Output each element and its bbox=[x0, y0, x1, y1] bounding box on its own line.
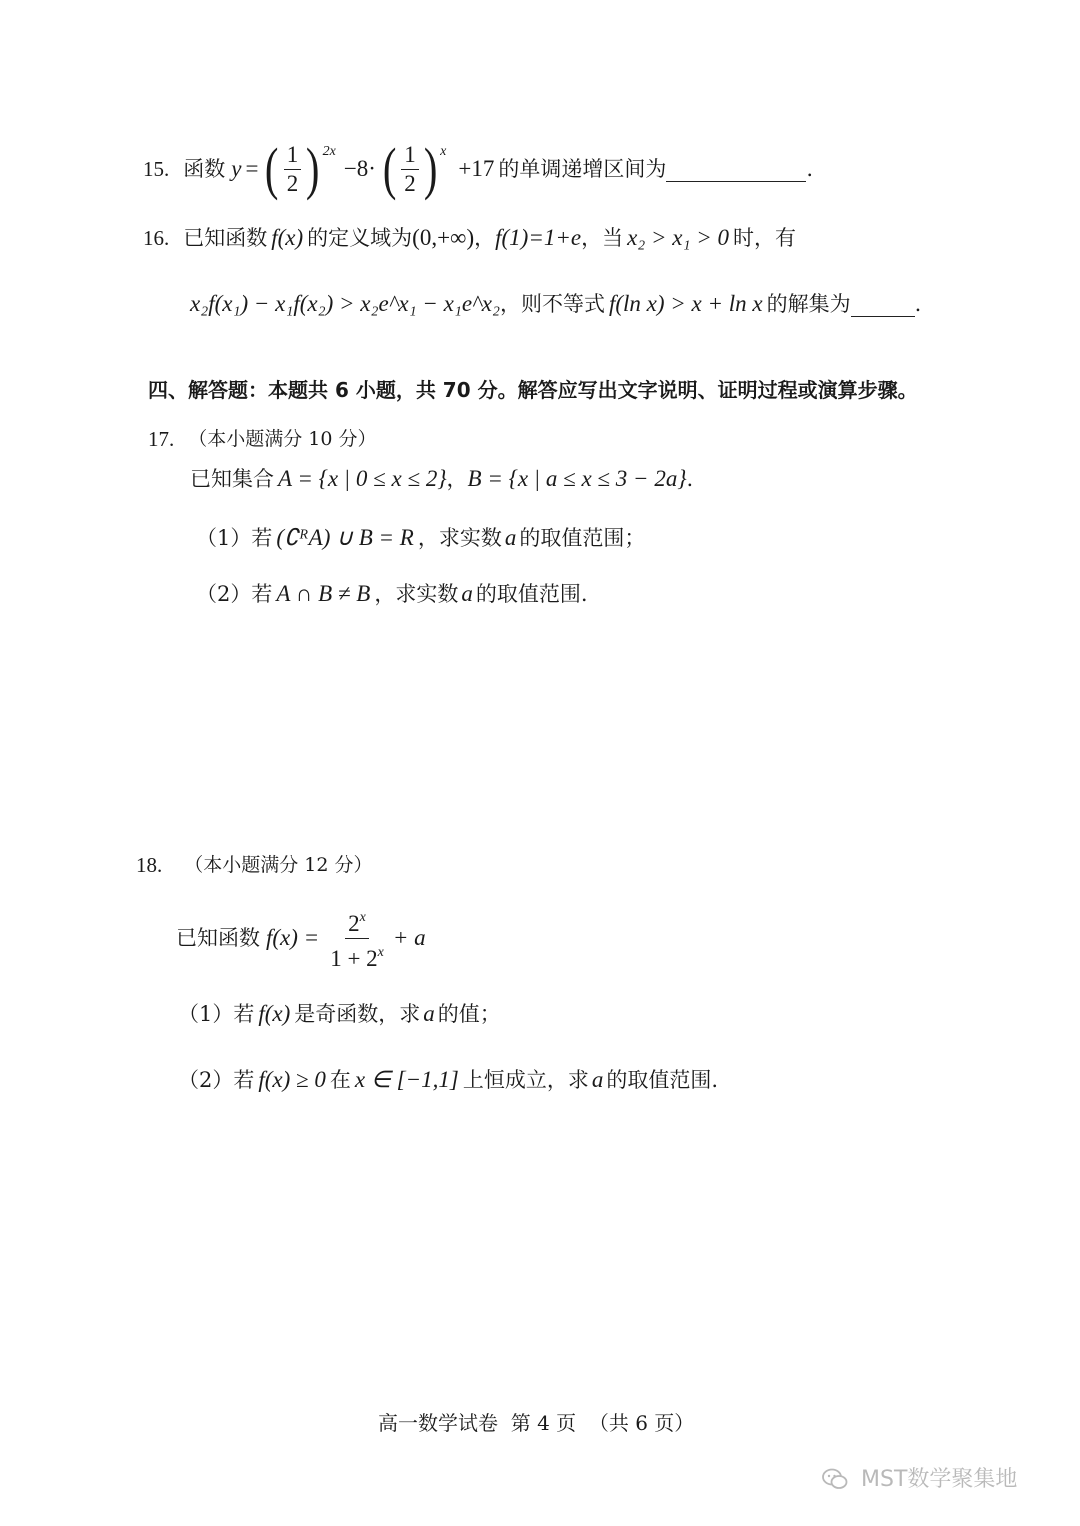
question-text: 的解集为 bbox=[766, 292, 851, 316]
denominator: 2 bbox=[404, 170, 416, 196]
math-expr: B = {x | a ≤ x ≤ 3 − 2a} bbox=[467, 466, 687, 491]
question-17-part-2 bbox=[196, 578, 588, 610]
math-expr: f(x) = bbox=[266, 925, 320, 950]
math-term: +17 bbox=[458, 156, 495, 181]
numerator: 1 bbox=[284, 141, 302, 170]
math-expr: f(ln x) > x + ln x bbox=[608, 291, 763, 316]
watermark-text: MST数学聚集地 bbox=[861, 1467, 1018, 1492]
math-expr: (∁ᴿA) ∪ B = R bbox=[276, 525, 414, 550]
math-term: −8· bbox=[343, 156, 376, 181]
math-expr: x ∈ [−1,1] bbox=[354, 1067, 459, 1092]
part-label: （2）若 bbox=[178, 1068, 255, 1092]
question-number: 16. bbox=[143, 226, 170, 250]
math-symbol: = bbox=[245, 156, 259, 181]
question-18-part-2 bbox=[178, 1064, 718, 1096]
math-expr: + a bbox=[392, 925, 426, 950]
question-text: 的取值范围. bbox=[606, 1068, 719, 1092]
question-16-line-2 bbox=[190, 288, 921, 320]
question-text: 在 bbox=[329, 1068, 351, 1092]
question-18-header bbox=[136, 849, 373, 881]
punctuation: ， bbox=[446, 467, 468, 491]
answer-blank[interactable] bbox=[851, 292, 915, 317]
question-text: 上恒成立，求 bbox=[462, 1068, 589, 1092]
math-expr: f(x) bbox=[271, 225, 304, 250]
section-header: 四、解答题：本题共 6 小题，共 70 分。解答应写出文字说明、证明过程或演算步骤。 bbox=[148, 378, 918, 402]
period: . bbox=[806, 157, 814, 181]
right-paren: ) bbox=[306, 136, 320, 201]
question-text: 已知函数 bbox=[183, 226, 268, 250]
math-expr: f(x) ≥ 0 bbox=[258, 1067, 326, 1092]
question-text: 已知函数 bbox=[176, 926, 260, 950]
question-text: 函数 bbox=[183, 157, 226, 181]
question-18-stem bbox=[176, 906, 426, 970]
denominator-base: 1 + 2 bbox=[330, 945, 378, 971]
part-label: （1）若 bbox=[196, 526, 273, 550]
question-text: 的值； bbox=[437, 1002, 501, 1026]
question-text: 的取值范围； bbox=[519, 526, 646, 550]
question-text: ，当 bbox=[581, 226, 624, 250]
question-number: 17. bbox=[148, 427, 175, 451]
question-text: ，则不等式 bbox=[499, 292, 605, 316]
math-expr: f(x) bbox=[258, 1001, 291, 1026]
question-17-part-1 bbox=[196, 522, 645, 554]
math-expr: x₂f(x₁) − x₁f(x₂) > x₂e^x₁ − x₁e^x₂ bbox=[190, 291, 500, 316]
period: . bbox=[914, 292, 922, 316]
question-17-stem bbox=[190, 463, 693, 495]
numerator bbox=[345, 904, 369, 939]
numerator-base: 2 bbox=[348, 910, 360, 936]
question-text: ，求实数 bbox=[417, 526, 502, 550]
math-var: a bbox=[461, 581, 473, 606]
question-18-part-1 bbox=[178, 998, 501, 1030]
fraction bbox=[327, 904, 387, 973]
exponent: x bbox=[359, 909, 366, 925]
question-text: ，求实数 bbox=[374, 582, 459, 606]
exponent: 2x bbox=[322, 144, 336, 159]
score-note: （本小题满分 10 分） bbox=[188, 428, 377, 450]
part-label: （1）若 bbox=[178, 1002, 255, 1026]
numerator: 1 bbox=[401, 141, 419, 170]
math-var: a bbox=[591, 1067, 604, 1092]
question-16-line-1 bbox=[143, 222, 796, 254]
exponent: x bbox=[440, 144, 447, 159]
fraction-half bbox=[284, 141, 302, 198]
wechat-icon bbox=[822, 1468, 848, 1490]
answer-blank[interactable] bbox=[666, 157, 806, 182]
question-text: 的单调递增区间为 bbox=[498, 157, 667, 181]
math-var: y bbox=[231, 156, 242, 181]
math-expr: A ∩ B ≠ B bbox=[276, 581, 371, 606]
question-text: 时，有 bbox=[733, 226, 797, 250]
math-expr: x₂ > x₁ > 0 bbox=[627, 225, 730, 250]
denominator bbox=[327, 939, 387, 973]
math-expr: A = {x | 0 ≤ x ≤ 2} bbox=[278, 466, 447, 491]
fraction-half bbox=[401, 141, 419, 198]
question-text: 是奇函数，求 bbox=[294, 1002, 421, 1026]
exponent: x bbox=[377, 944, 384, 960]
question-15 bbox=[143, 134, 813, 204]
denominator: 2 bbox=[286, 170, 299, 196]
right-paren: ) bbox=[423, 136, 438, 201]
math-expr: (0,+∞) bbox=[412, 225, 475, 250]
question-text: 的定义域为 bbox=[307, 226, 413, 250]
math-var: a bbox=[423, 1001, 435, 1026]
period: . bbox=[686, 467, 694, 491]
watermark bbox=[822, 1462, 1017, 1493]
math-var: a bbox=[504, 525, 517, 550]
page-footer: 高一数学试卷 第 4 页 （共 6 页） bbox=[378, 1411, 695, 1435]
left-paren: ( bbox=[382, 136, 397, 201]
question-text: 的取值范围. bbox=[475, 582, 588, 606]
question-number: 18. bbox=[136, 853, 163, 877]
question-number: 15. bbox=[143, 157, 170, 181]
left-paren: ( bbox=[265, 136, 279, 201]
part-label: （2）若 bbox=[196, 582, 273, 606]
punctuation: ， bbox=[474, 226, 496, 250]
math-expr: f(1)=1+e bbox=[495, 225, 582, 250]
score-note: （本小题满分 12 分） bbox=[184, 854, 373, 876]
question-17-header bbox=[148, 423, 377, 455]
question-text: 已知集合 bbox=[190, 467, 274, 491]
